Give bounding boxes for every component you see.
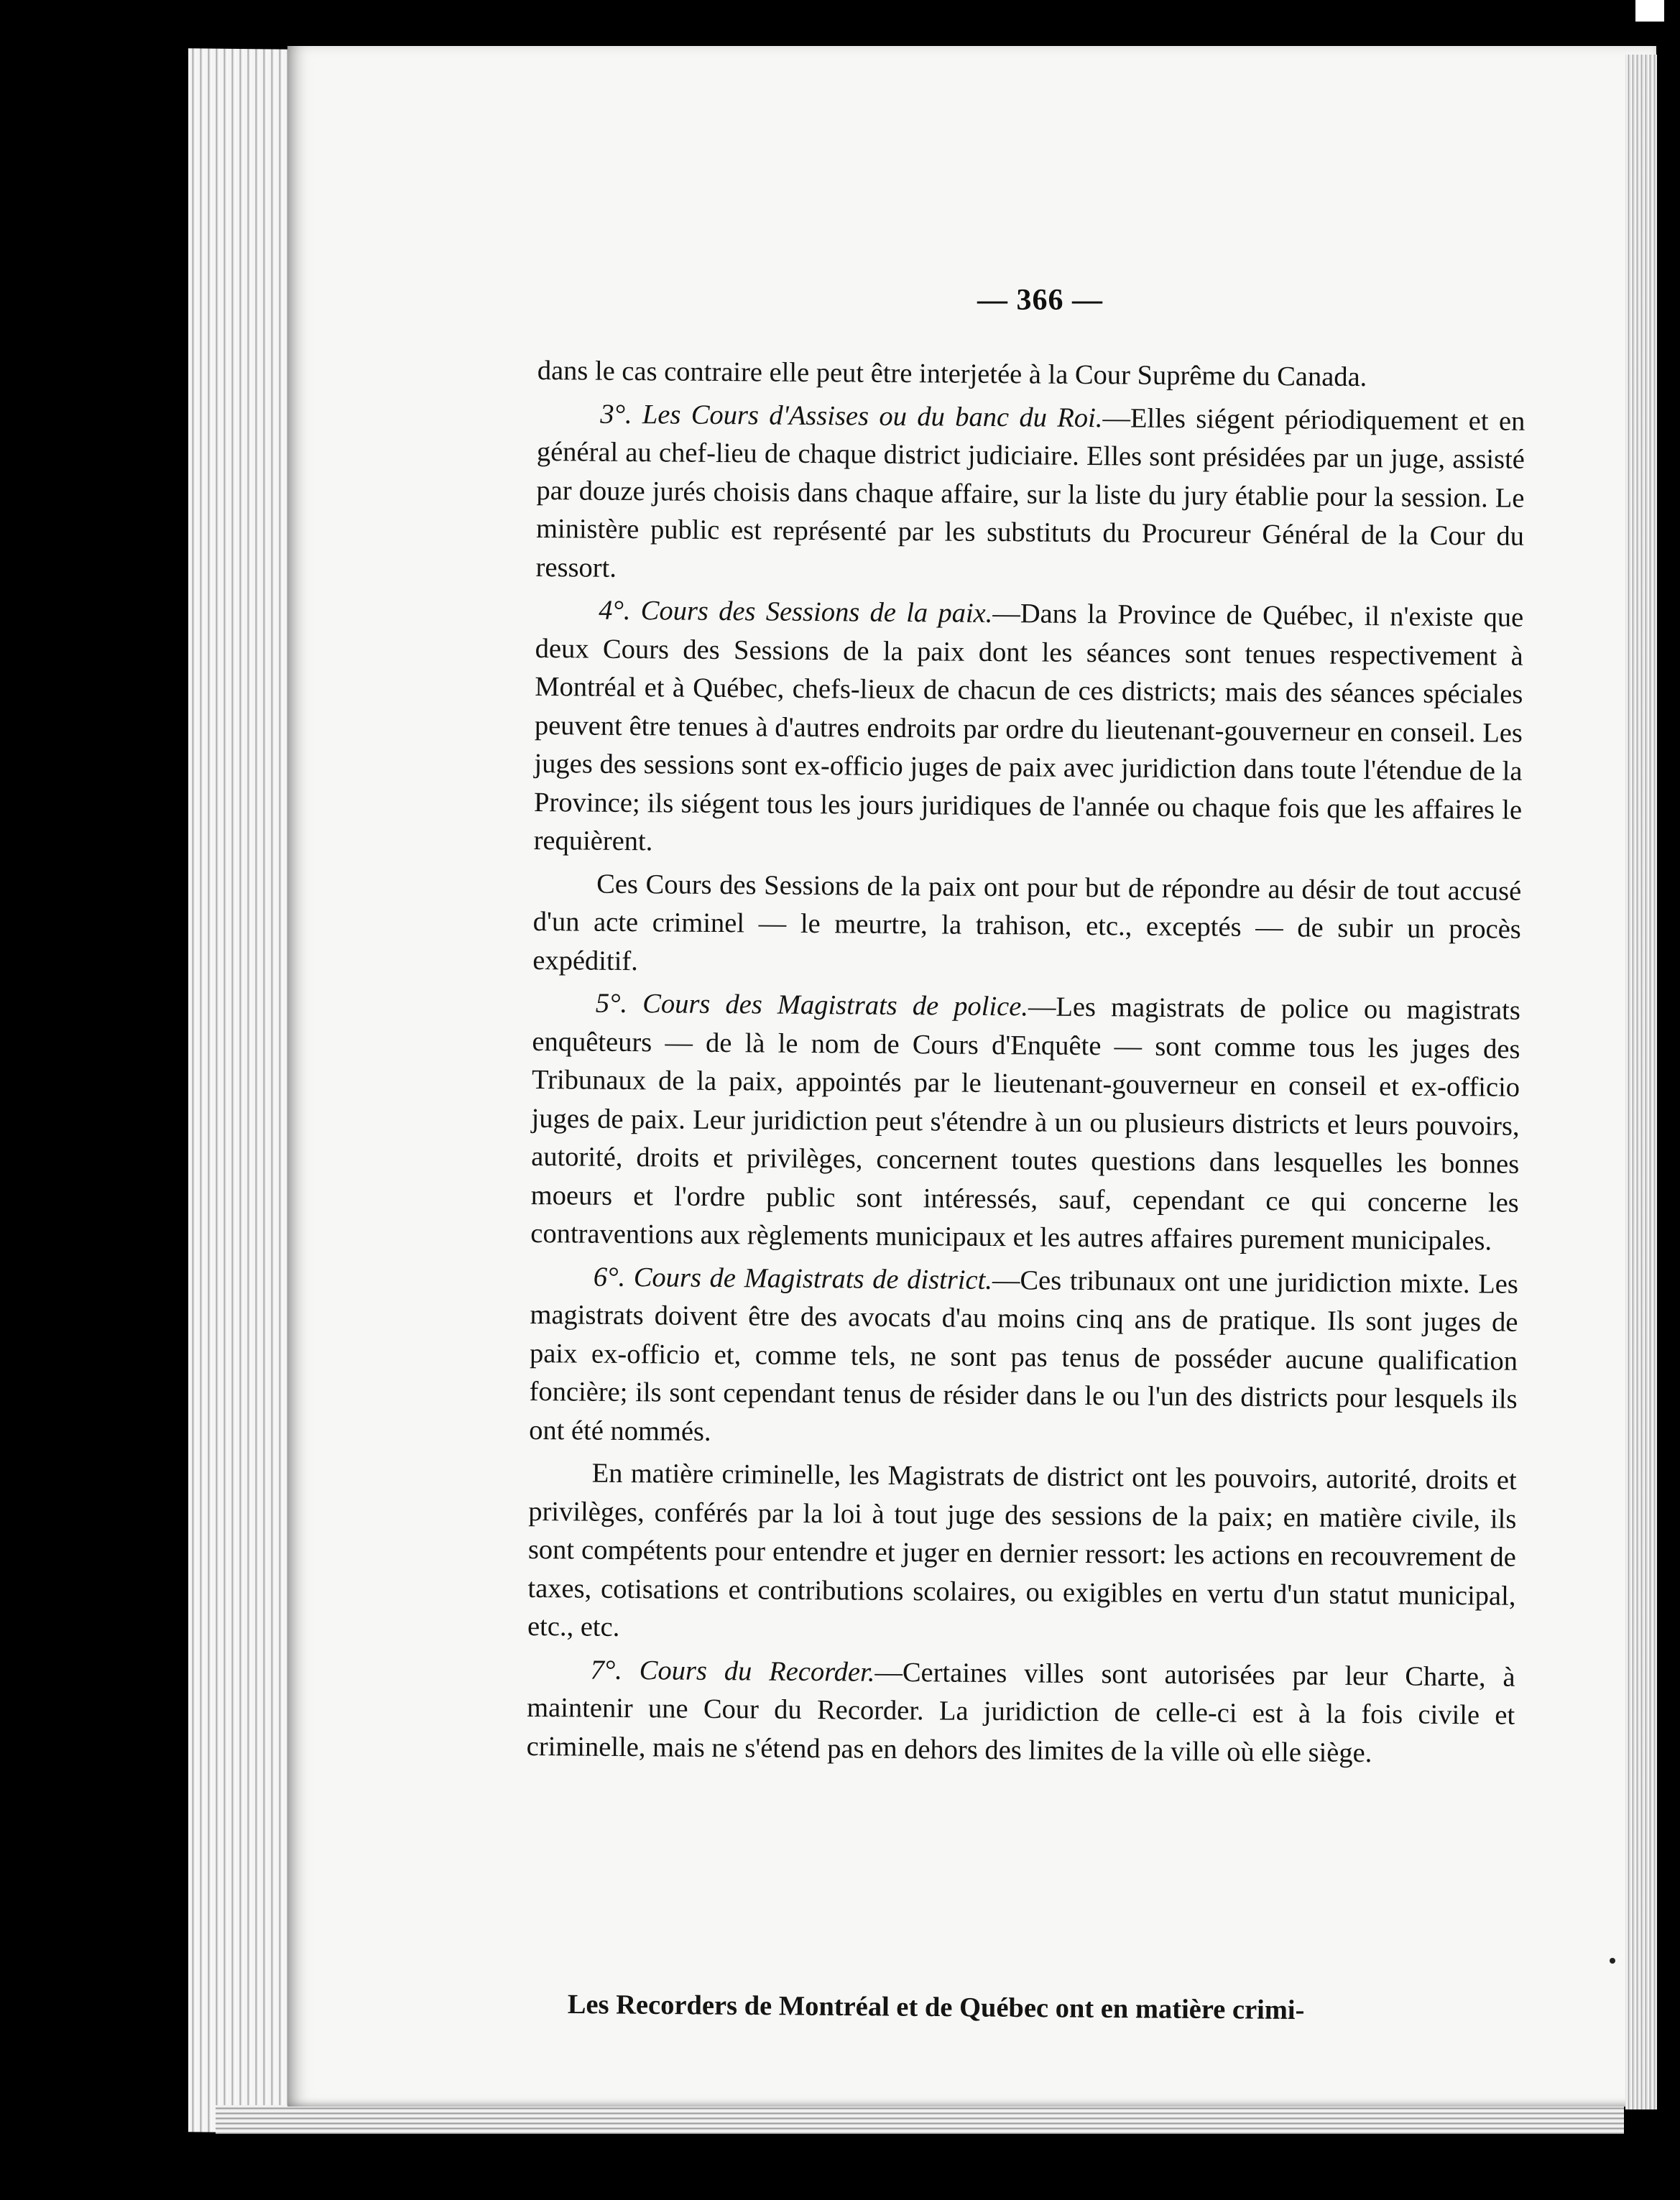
paragraph-cours-recorder xyxy=(527,1650,1515,1773)
paragraph-matiere-criminelle xyxy=(527,1454,1517,1654)
paragraph-text: dans le cas contraire elle peut être interjetée à la Cour Suprême du Canada. xyxy=(537,355,1367,393)
book-page-edges xyxy=(188,48,296,2133)
paragraph-cours-sessions xyxy=(533,591,1523,868)
section-title: 5°. Cours des Magistrats de police. xyxy=(595,988,1029,1022)
section-title: 7°. Cours du Recorder. xyxy=(590,1655,875,1688)
paragraph-text: —Certaines villes sont autorisées par leur Charte, à maintenir une Cour du Recorder. La juridiction de celle-ci est à la fois civile et criminelle, mais ne s'étend pas en dehors des limites de la ville où elle siège. xyxy=(526,1657,1515,1768)
paragraph-continuation xyxy=(537,352,1526,398)
page-right-edge xyxy=(1625,55,1657,2109)
section-title: 4°. Cours des Sessions de la paix. xyxy=(599,595,993,629)
corner-mark xyxy=(1635,0,1664,22)
final-line: Les Recorders de Montréal et de Québec ont en matière crimi- xyxy=(567,1989,1305,2026)
section-title: 3°. Les Cours d'Assises ou du banc du Roi. xyxy=(600,399,1103,433)
paragraph-text: —Ces tribunaux ont une juridiction mixte. Les magistrats doivent être des avocats d'au moins cinq ans de pratique. Ils sont juges de paix ex-officio et, comme tels, ne sont pas tenus de posséder aucune qualification foncière; ils sont cependant tenus de résider dans le ou l'un des districts pour lesquels ils ont été nommés. xyxy=(529,1265,1519,1447)
ink-dot xyxy=(1610,1958,1615,1964)
paragraph-cours-assises xyxy=(535,394,1525,594)
book-bottom-edges xyxy=(216,2105,1624,2134)
paragraph-text: Ces Cours des Sessions de la paix ont pour but de répondre au désir de tout accusé d'un acte criminel — le meurtre, la trahison, etc., exceptés — de subir un procès expéditif. xyxy=(532,869,1522,976)
paragraph-magistrats-district xyxy=(529,1257,1518,1457)
paragraph-text: —Elles siégent périodiquement et en général au chef-lieu de chaque district judiciaire. Elles sont présidées par un juge, assisté par douze jurés choisis dans chaque affaire, sur la liste du jury établie pour la session. Le ministère public est représenté par les substituts du Procureur Général de la Cour du ressort. xyxy=(535,402,1526,583)
paragraph-sessions-purpose xyxy=(532,864,1521,987)
paragraph-text: En matière criminelle, les Magistrats de district ont les pouvoirs, autorité, droits et privilèges, conférés par la loi à tout juge des sessions de la paix; en matière civile, ils sont compétents pour entendre et juger en dernier ressort: les actions en recouvrement de taxes, cotisations et contributions scolaires, ou exigibles en vertu d'un statut municipal, etc., etc. xyxy=(527,1458,1517,1642)
page-number-header: — 366 — xyxy=(977,284,1103,317)
paragraph-text: —Dans la Province de Québec, il n'existe que deux Cours des Sessions de la paix dont les séances sont tenues respectivement à Montréal et à Québec, chefs-lieux de chacun de ces districts; mais des séances spéciales peuvent être tenues à d'autres endroits par ordre du lieutenant-gouverneur en conseil. Les juges des sessions sont ex-officio juges de paix avec juridiction dans toute l'étendue de la Province; ils siégent tous les jours juridiques de l'année ou chaque fois que les affaires le requièrent. xyxy=(533,598,1524,857)
paragraph-text: —Les magistrats de police ou magistrats enquêteurs — de là le nom de Cours d'Enquête — sont comme tous les juges des Tribunaux de la paix, appointés par le lieutenant-gouverneur en conseil et ex-officio juges de paix. Leur juridiction peut s'étendre à un ou plusieurs districts et leurs pouvoirs, autorité, droits et privilèges, concernent toutes questions dans lesquelles les bonnes moeurs et l'ordre public sont intéressés, sauf, cependant ce qui concerne les contraventions aux règlements municipaux et les autres affaires purement municipales. xyxy=(530,992,1521,1257)
paragraph-magistrats-police xyxy=(530,984,1520,1261)
page-body-text xyxy=(527,352,1526,1774)
section-title: 6°. Cours de Magistrats de district. xyxy=(593,1262,993,1295)
